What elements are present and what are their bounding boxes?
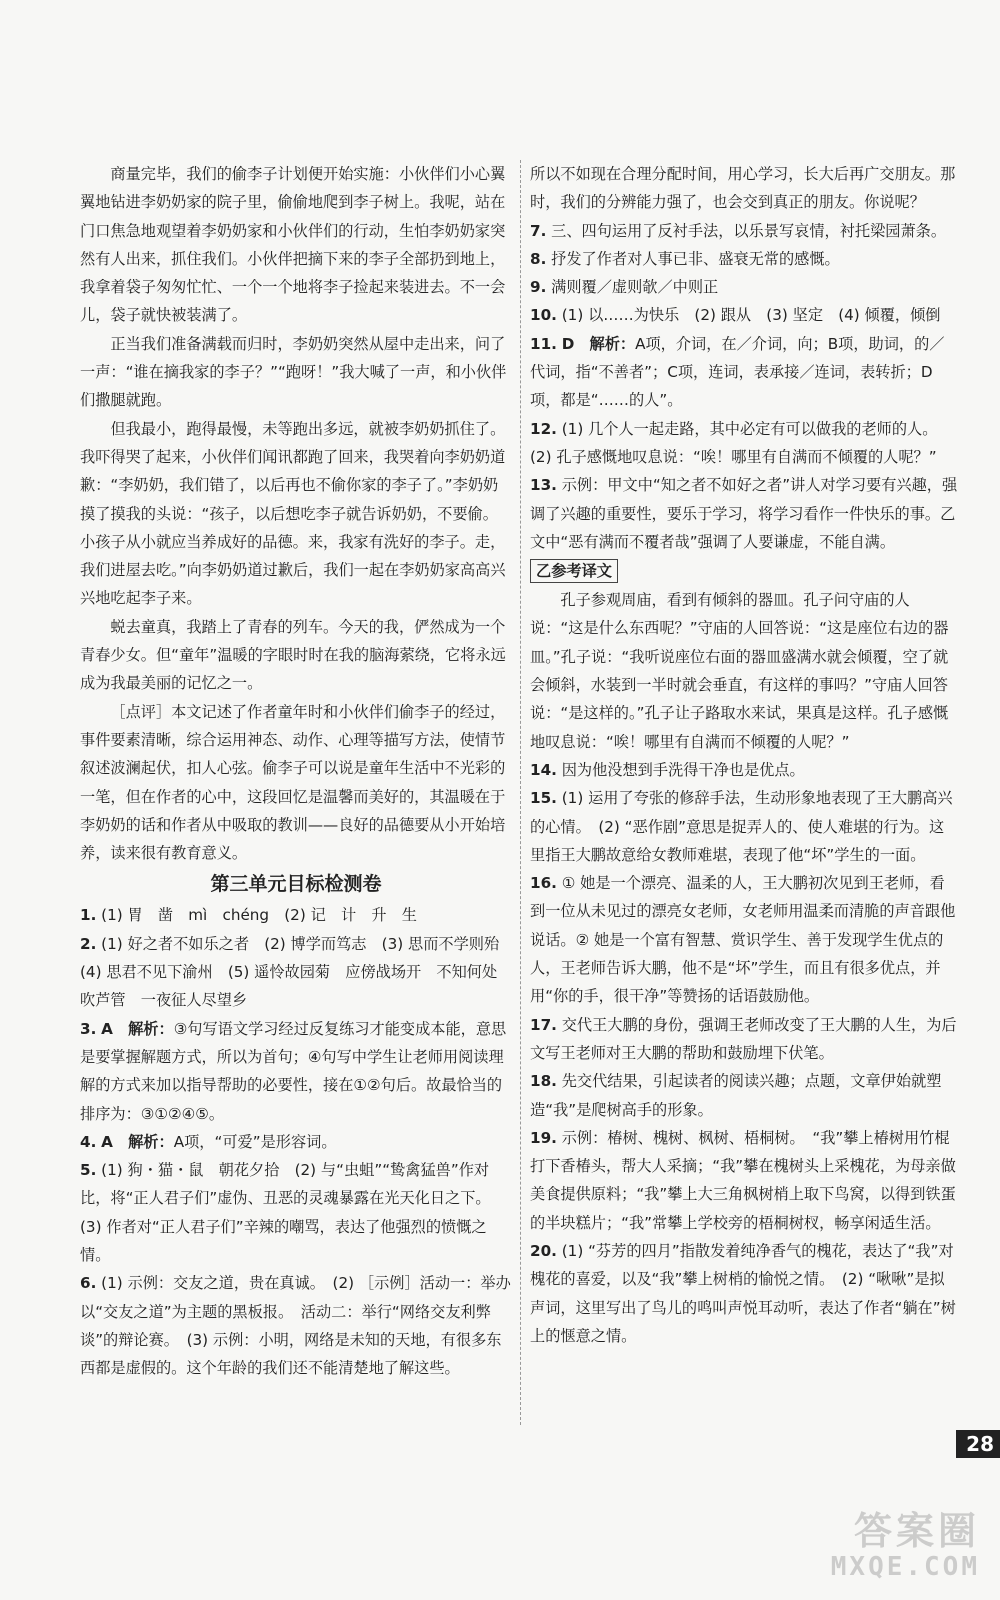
answer-item: 8. 抒发了作者对人事已非、盛衰无常的感慨。 <box>530 249 840 268</box>
essay-paragraph: 蜕去童真，我踏上了青春的列车。今天的我，俨然成为一个青春少女。但“童年”温暖的字眼时时在我的脑海萦绕，它将永远成为我最美丽的记忆之一。 <box>80 617 506 693</box>
comment-text: 本文记述了作者童年时和小伙伴们偷李子的经过，事件要素清晰，综合运用神态、动作、心理等描写方法，使情节叙述波澜起伏，扣人心弦。偷李子可以说是童年生活中不光彩的一笔，但在作者的心中，这段回忆是温馨而美好的，其温暖在于李奶奶的话和作者从中吸取的教训——良好的品德要从小开始培养，读来很有教育意义。 <box>80 702 506 863</box>
answer-item: 11. D 解析：A项，介词，在／介词，向；B项，助词，的／代词，指“不善者”；C项，连词，表承接／连词，表转折；D项，都是“……的人”。 <box>530 334 945 410</box>
translation-heading-row <box>530 556 958 586</box>
answer-item: 4. A 解析：A项，“可爱”是形容词。 <box>80 1132 337 1151</box>
answer-item: 12. (1) 几个人一起走路，其中必定有可以做我的老师的人。(2) 孔子感慨地叹息说：“唉！哪里有自满而不倾覆的人呢？” <box>530 419 938 466</box>
answer-item: 18. 先交代结果，引起读者的阅读兴趣；点题，文章伊始就塑造“我”是爬树高手的形象。 <box>530 1072 942 1119</box>
column-divider <box>520 160 521 1425</box>
answer-item: 14. 因为他没想到手洗得干净也是优点。 <box>530 760 805 779</box>
answer-item: 16. ① 她是一个漂亮、温柔的人，王大鹏初次见到王老师，看到一位从未见过的漂亮女老师，女老师用温柔而清脆的声音跟他说话。② 她是一个富有智慧、赏识学生、善于发现学生优点的人，王老师告诉大鹏，他不是“坏”学生，而且有很多优点，并用“你的手，很干净”等赞扬的话语鼓励他。 <box>530 874 956 1006</box>
section-title: 第三单元目标检测卷 <box>210 873 382 896</box>
essay-paragraph: 商量完毕，我们的偷李子计划便开始实施：小伙伴们小心翼翼地钻进李奶奶家的院子里，偷偷地爬到李子树上。我呢，站在门口焦急地观望着李奶奶家和小伙伴们的行动，生怕李奶奶家突然有人出来，抓住我们。小伙伴把摘下来的李子全部扔到地上，我拿着袋子匆匆忙忙、一个一个地将李子捡起来装进去。不一会儿，袋子就快被装满了。 <box>80 165 506 325</box>
page-number: 28 <box>956 1430 1000 1458</box>
translation-label: 乙参考译文 <box>530 559 618 583</box>
watermark-url: MXQE.COM <box>830 1552 980 1582</box>
left-column <box>80 160 515 1382</box>
answer-item: 19. 示例：椿树、槐树、枫树、梧桐树。 “我”攀上椿树用竹棍打下香椿头，帮大人采摘；“我”攀在槐树头上采槐花，为母亲做美食提供原料；“我”攀上大三角枫树梢上取下鸟窝，以得到铁蛋的半块糕片；“我”常攀上学校旁的梧桐树杈，畅享闲适生活。 <box>530 1128 956 1232</box>
answer-item: 15. (1) 运用了夸张的修辞手法，生动形象地表现了王大鹏高兴的心情。 (2) “恶作剧”意思是捉弄人的、使人难堪的行为。这里指王大鹏故意给女教师难堪，表现了他“坏”学生的一面。 <box>530 789 953 864</box>
essay-paragraph: 正当我们准备满载而归时，李奶奶突然从屋中走出来，问了一声：“谁在摘我家的李子？”“跑呀！”我大喊了一声，和小伙伴们撒腿就跑。 <box>80 334 507 410</box>
answer-item: 17. 交代王大鹏的身份，强调王老师改变了王大鹏的人生，为后文写王老师对王大鹏的帮助和鼓励埋下伏笔。 <box>530 1015 957 1062</box>
answer-item: 3. A 解析：③句写语文学习经过反复练习才能变成本能，意思是要掌握解题方式，所以为首句；④句写中学生让老师用阅读理解的方式来加以指导帮助的必要性，接在①②句后。故最恰当的排序为：③①②④⑤。 <box>80 1019 507 1123</box>
watermark-text: 答案圈 <box>853 1509 980 1553</box>
answer-item: 7. 三、四句运用了反衬手法，以乐景写哀情，衬托梁园萧条。 <box>530 221 947 240</box>
answer-item: 9. 满则覆／虚则欹／中则正 <box>530 278 719 297</box>
watermark-logo <box>780 1500 980 1590</box>
answer-continuation: 所以不如现在合理分配时间，用心学习，长大后再广交朋友。那时，我们的分辨能力强了，也会交到真正的朋友。你说呢？ <box>530 165 956 212</box>
answer-item: 20. (1) “芬芳的四月”指散发着纯净香气的槐花，表达了“我”对槐花的喜爱，以及“我”攀上树梢的愉悦之情。 (2) “啾啾”是拟声词，这里写出了鸟儿的鸣叫声悦耳动听，表达了作者“躺在”树上的惬意之情。 <box>530 1241 956 1345</box>
translation-paragraph: 孔子参观周庙，看到有倾斜的器皿。孔子问守庙的人说：“这是什么东西呢？”守庙的人回答说：“这是座位右边的器皿。”孔子说：“我听说座位右面的器皿盛满水就会倾覆，空了就会倾斜，水装到一半时就会垂直，有这样的事吗？”守庙人回答说：“是这样的。”孔子让子路取水来试，果真是这样。孔子感慨地叹息说：“唉！哪里有自满而不倾覆的人呢？” <box>530 591 949 751</box>
comment-paragraph <box>80 698 512 868</box>
answer-item: 13. 示例：甲文中“知之者不如好之者”讲人对学习要有兴趣，强调了兴趣的重要性，要乐于学习，将学习看作一件快乐的事。乙文中“恶有满而不覆者哉”强调了人要谦虚，不能自满。 <box>530 476 958 551</box>
answer-item: 5. (1) 狗・猫・鼠 朝花夕拾 (2) 与“虫蛆”“鸷禽猛兽”作对比，将“正人君子们”虚伪、丑恶的灵魂暴露在光天化日之下。 (3) 作者对“正人君子们”辛辣的嘲骂，表达了他强烈的愤慨之情。 <box>80 1161 499 1264</box>
answer-item: 2. (1) 好之者不如乐之者 (2) 博学而笃志 (3) 思而不学则殆 (4) 思君不见下渝州 (5) 遥怜故园菊 应傍战场开 不知何处吹芦管 一夜征人尽望乡 <box>80 934 515 1010</box>
right-column <box>530 160 958 1350</box>
essay-paragraph: 但我最小，跑得最慢，未等跑出多远，就被李奶奶抓住了。我吓得哭了起来，小伙伴们闻讯都跑了回来，我哭着向李奶奶道歉：“李奶奶，我们错了，以后再也不偷你家的李子了。”李奶奶摸了摸我的头说：“孩子，以后想吃李子就告诉奶奶，不要偷。小孩子从小就应当养成好的品德。来，我家有洗好的李子。走，我们进屋去吃。”向李奶奶道过歉后，我们一起在李奶奶家高高兴兴地吃起李子来。 <box>80 419 506 608</box>
answer-item: 1. (1) 胃 凿 mì chéng (2) 记 计 升 生 <box>80 906 417 925</box>
answer-item: 10. (1) 以……为快乐 (2) 跟从 (3) 坚定 (4) 倾覆，倾倒 <box>530 306 941 325</box>
comment-label: ［点评］ <box>110 702 172 721</box>
answer-item: 6. (1) 示例：交友之道，贵在真诚。 (2) ［示例］活动一：举办以“交友之道”为主题的黑板报。 活动二：举行“网络交友利弊谈”的辩论赛。 (3) 示例：小明，网络是未知的天地，有很多东西都是虚假的。这个年龄的我们还不能清楚地了解这些。 <box>80 1274 511 1378</box>
